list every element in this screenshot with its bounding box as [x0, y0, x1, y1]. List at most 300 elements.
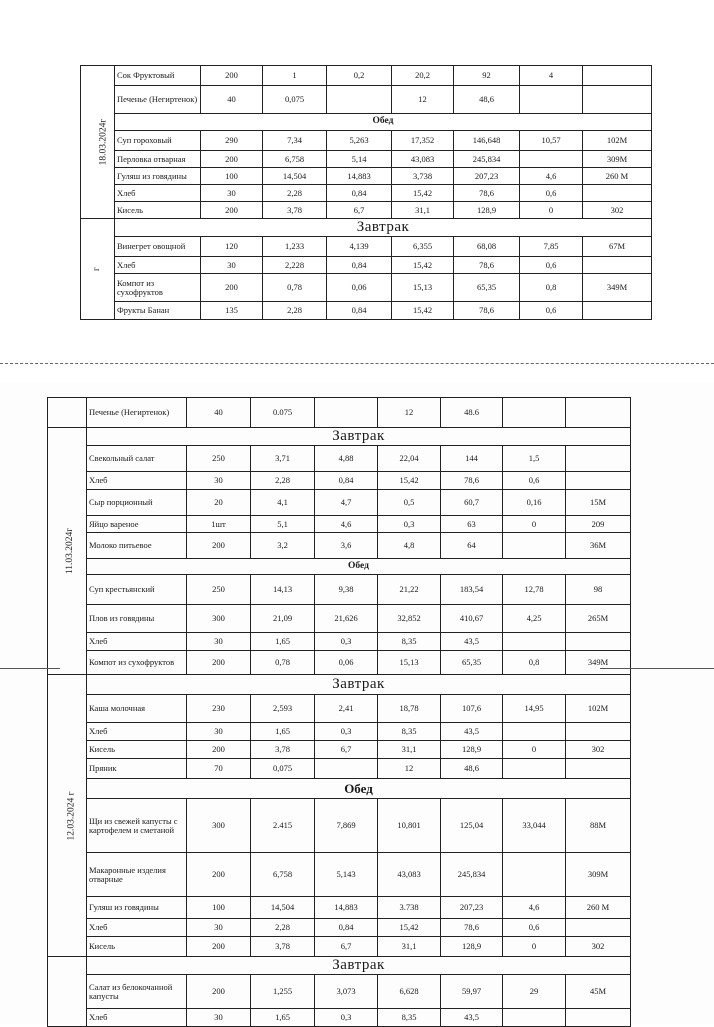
nutrition-value: 128,9	[441, 937, 503, 957]
nutrition-value: 100	[187, 897, 251, 919]
nutrition-value: 0,6	[503, 472, 566, 490]
dish-name: Компот из сухофруктов	[115, 274, 201, 302]
nutrition-value: 349М	[583, 274, 652, 302]
nutrition-value: 65,35	[454, 274, 520, 302]
nutrition-value: 2,28	[251, 919, 315, 937]
dish-name: Суп гороховый	[115, 131, 201, 151]
nutrition-value: 0,6	[520, 257, 583, 274]
nutrition-value: 67М	[583, 237, 652, 257]
table-row	[48, 575, 631, 605]
nutrition-value: 30	[187, 723, 251, 741]
date-text: 12.03.2024 г	[66, 790, 77, 841]
section-row	[48, 779, 631, 799]
nutrition-value: 100	[201, 168, 263, 185]
nutrition-value: 200	[201, 202, 263, 219]
nutrition-value: 0,5	[378, 490, 441, 516]
nutrition-value: 14,504	[251, 897, 315, 919]
nutrition-value: 200	[187, 853, 251, 897]
nutrition-value: 60,7	[441, 490, 503, 516]
table-row	[48, 723, 631, 741]
nutrition-value: 30	[187, 633, 251, 651]
nutrition-value: 21,22	[378, 575, 441, 605]
nutrition-value: 2,28	[263, 185, 327, 202]
nutrition-value: 30	[187, 1009, 251, 1027]
nutrition-value	[503, 633, 566, 651]
nutrition-value: 5,1	[251, 516, 315, 533]
nutrition-value: 0,6	[503, 919, 566, 937]
nutrition-value: 0,3	[315, 723, 378, 741]
nutrition-value: 0,8	[503, 651, 566, 675]
nutrition-value: 1	[263, 66, 327, 86]
nutrition-value	[503, 759, 566, 779]
nutrition-value: 48,6	[441, 759, 503, 779]
nutrition-value: 18,78	[378, 695, 441, 723]
meal-section-title: Обед	[87, 559, 631, 575]
nutrition-value: 43,083	[378, 853, 441, 897]
nutrition-value: 128,9	[441, 741, 503, 759]
nutrition-value: 0,84	[327, 302, 392, 320]
pen-mark	[0, 668, 60, 669]
nutrition-value: 0,84	[327, 257, 392, 274]
nutrition-value	[566, 723, 631, 741]
nutrition-value: 207,23	[454, 168, 520, 185]
page-separator	[0, 363, 714, 364]
nutrition-value: 14,883	[315, 897, 378, 919]
nutrition-value: 98	[566, 575, 631, 605]
nutrition-value	[503, 723, 566, 741]
table-row	[48, 695, 631, 723]
nutrition-value: 250	[187, 446, 251, 472]
nutrition-value: 78,6	[454, 185, 520, 202]
meal-section-title: Завтрак	[87, 957, 631, 975]
dish-name: Хлеб	[87, 472, 187, 490]
table-row	[48, 633, 631, 651]
nutrition-value: 0.075	[251, 398, 315, 428]
nutrition-value: 207,23	[441, 897, 503, 919]
nutrition-value: 68,08	[454, 237, 520, 257]
nutrition-value: 146,648	[454, 131, 520, 151]
section-row	[48, 428, 631, 446]
nutrition-value	[583, 185, 652, 202]
nutrition-value: 302	[583, 202, 652, 219]
nutrition-value: 6,7	[327, 202, 392, 219]
nutrition-value: 102М	[583, 131, 652, 151]
nutrition-value: 0,84	[315, 472, 378, 490]
table-row	[48, 533, 631, 559]
table-row	[48, 516, 631, 533]
nutrition-value: 36М	[566, 533, 631, 559]
nutrition-value: 48,6	[454, 86, 520, 114]
nutrition-value: 1,255	[251, 975, 315, 1009]
date-label	[81, 219, 115, 320]
nutrition-value: 0	[503, 937, 566, 957]
nutrition-value: 10,57	[520, 131, 583, 151]
dish-name: Винегрет овощной	[115, 237, 201, 257]
dish-name: Хлеб	[87, 919, 187, 937]
nutrition-value: 300	[187, 799, 251, 853]
nutrition-value: 120	[201, 237, 263, 257]
nutrition-value: 4	[520, 66, 583, 86]
nutrition-value: 2,28	[251, 472, 315, 490]
nutrition-value: 45М	[566, 975, 631, 1009]
nutrition-value: 14,95	[503, 695, 566, 723]
nutrition-value: 0,78	[263, 274, 327, 302]
table-row	[81, 131, 652, 151]
nutrition-value: 200	[201, 151, 263, 168]
nutrition-value: 200	[201, 66, 263, 86]
nutrition-value: 102М	[566, 695, 631, 723]
nutrition-value: 4,1	[251, 490, 315, 516]
nutrition-value: 0,075	[251, 759, 315, 779]
nutrition-value: 3,738	[392, 168, 454, 185]
nutrition-value: 0	[520, 202, 583, 219]
nutrition-value: 6,7	[315, 937, 378, 957]
nutrition-value: 40	[187, 398, 251, 428]
nutrition-value: 200	[187, 651, 251, 675]
nutrition-value: 6,758	[251, 853, 315, 897]
table-row	[81, 168, 652, 185]
nutrition-value: 21,626	[315, 605, 378, 633]
nutrition-value: 4,6	[503, 897, 566, 919]
table-row	[48, 975, 631, 1009]
nutrition-value: 2,593	[251, 695, 315, 723]
nutrition-value: 30	[187, 919, 251, 937]
nutrition-value: 260 М	[583, 168, 652, 185]
nutrition-value	[566, 759, 631, 779]
nutrition-value: 12	[378, 759, 441, 779]
nutrition-value: 15,42	[378, 472, 441, 490]
nutrition-value: 30	[187, 472, 251, 490]
date-label	[81, 66, 115, 219]
nutrition-value	[327, 86, 392, 114]
nutrition-value	[315, 398, 378, 428]
nutrition-value: 5,14	[327, 151, 392, 168]
nutrition-value: 8,35	[378, 1009, 441, 1027]
dish-name: Щи из свежей капусты с картофелем и сметаной	[87, 799, 187, 853]
nutrition-value: 78,6	[454, 257, 520, 274]
nutrition-value: 0,06	[327, 274, 392, 302]
table-row	[48, 897, 631, 919]
meal-section-title: Обед	[87, 779, 631, 799]
nutrition-value: 2.415	[251, 799, 315, 853]
nutrition-value: 43,083	[392, 151, 454, 168]
nutrition-value: 7,85	[520, 237, 583, 257]
table-row	[81, 151, 652, 168]
nutrition-value	[520, 86, 583, 114]
table-row	[48, 605, 631, 633]
nutrition-value: 309М	[566, 853, 631, 897]
nutrition-value: 349М	[566, 651, 631, 675]
section-row	[81, 219, 652, 237]
meal-section-title: Завтрак	[115, 219, 652, 237]
nutrition-value	[520, 151, 583, 168]
nutrition-value: 15,42	[392, 302, 454, 320]
nutrition-value: 2,28	[263, 302, 327, 320]
nutrition-value: 15,42	[378, 919, 441, 937]
dish-name: Сок Фруктовый	[115, 66, 201, 86]
nutrition-value	[583, 257, 652, 274]
date-label	[48, 675, 87, 957]
date-text: 11.03.2024г	[65, 527, 76, 575]
nutrition-value: 265М	[566, 605, 631, 633]
table-row	[81, 302, 652, 320]
nutrition-value: 12,78	[503, 575, 566, 605]
nutrition-value	[566, 919, 631, 937]
nutrition-value: 30	[201, 185, 263, 202]
menu-sheet-top	[0, 0, 714, 336]
table-row	[48, 398, 631, 428]
table-row	[81, 237, 652, 257]
nutrition-value: 20	[187, 490, 251, 516]
nutrition-value: 1,65	[251, 633, 315, 651]
nutrition-value: 200	[187, 937, 251, 957]
table-row	[48, 919, 631, 937]
nutrition-value: 410,67	[441, 605, 503, 633]
nutrition-value: 3,2	[251, 533, 315, 559]
dish-name: Хлеб	[87, 633, 187, 651]
meal-section-title: Завтрак	[87, 428, 631, 446]
dish-name: Кисель	[87, 937, 187, 957]
dish-name: Кисель	[87, 741, 187, 759]
nutrition-value: 8,35	[378, 723, 441, 741]
nutrition-value: 32,852	[378, 605, 441, 633]
menu-sheet-bottom	[0, 383, 714, 1024]
pen-mark	[600, 668, 714, 669]
dish-name: Свекольный салат	[87, 446, 187, 472]
date-text: 18.03.2024г	[98, 118, 109, 166]
nutrition-value: 0,3	[315, 1009, 378, 1027]
dish-name: Яйцо вареное	[87, 516, 187, 533]
nutrition-value: 31,1	[378, 937, 441, 957]
nutrition-value: 0,3	[378, 516, 441, 533]
nutrition-value: 1,5	[503, 446, 566, 472]
nutrition-value: 9,38	[315, 575, 378, 605]
nutrition-value: 0,3	[315, 633, 378, 651]
nutrition-value: 0,2	[327, 66, 392, 86]
nutrition-value: 183,54	[441, 575, 503, 605]
menu-table-top	[80, 65, 652, 320]
nutrition-value: 125,04	[441, 799, 503, 853]
nutrition-value: 4,6	[520, 168, 583, 185]
nutrition-value: 3,71	[251, 446, 315, 472]
nutrition-value: 14,883	[327, 168, 392, 185]
date-text: г	[91, 267, 102, 271]
nutrition-value: 209	[566, 516, 631, 533]
dish-name: Хлеб	[115, 257, 201, 274]
table-row	[48, 651, 631, 675]
nutrition-value: 6,758	[263, 151, 327, 168]
nutrition-value: 5,263	[327, 131, 392, 151]
dish-name: Макаронные изделия отварные	[87, 853, 187, 897]
table-row	[48, 446, 631, 472]
nutrition-value: 15,13	[392, 274, 454, 302]
table-row	[48, 741, 631, 759]
nutrition-value: 33,044	[503, 799, 566, 853]
menu-table-bottom	[47, 397, 631, 1027]
dish-name: Печенье (Негиртенок)	[115, 86, 201, 114]
dish-name: Молоко питьевое	[87, 533, 187, 559]
nutrition-value	[583, 86, 652, 114]
nutrition-value: 302	[566, 937, 631, 957]
nutrition-value: 4,8	[378, 533, 441, 559]
nutrition-value: 15М	[566, 490, 631, 516]
nutrition-value: 0,06	[315, 651, 378, 675]
dish-name: Фрукты Банан	[115, 302, 201, 320]
nutrition-value: 4,139	[327, 237, 392, 257]
table-row	[81, 185, 652, 202]
dish-name: Хлеб	[87, 1009, 187, 1027]
nutrition-value: 15,13	[378, 651, 441, 675]
nutrition-value: 6,628	[378, 975, 441, 1009]
table-row	[81, 202, 652, 219]
table-row	[81, 257, 652, 274]
nutrition-value: 10,801	[378, 799, 441, 853]
dish-name: Пряник	[87, 759, 187, 779]
nutrition-value: 48.6	[441, 398, 503, 428]
nutrition-value: 309М	[583, 151, 652, 168]
nutrition-value	[566, 633, 631, 651]
nutrition-value: 4,25	[503, 605, 566, 633]
nutrition-value: 3,78	[263, 202, 327, 219]
nutrition-value: 88М	[566, 799, 631, 853]
table-row	[48, 799, 631, 853]
nutrition-value: 8,35	[378, 633, 441, 651]
dish-name: Сыр порционный	[87, 490, 187, 516]
dish-name: Салат из белокочанной капусты	[87, 975, 187, 1009]
nutrition-value: 3.738	[378, 897, 441, 919]
table-row	[48, 937, 631, 957]
nutrition-value: 70	[187, 759, 251, 779]
nutrition-value: 0,6	[520, 302, 583, 320]
nutrition-value: 64	[441, 533, 503, 559]
table-row	[81, 86, 652, 114]
nutrition-value: 290	[201, 131, 263, 151]
nutrition-value: 6,7	[315, 741, 378, 759]
nutrition-value: 4,6	[315, 516, 378, 533]
nutrition-value	[566, 472, 631, 490]
section-row	[81, 114, 652, 131]
dish-name: Каша молочная	[87, 695, 187, 723]
meal-section-title: Обед	[115, 114, 652, 131]
date-label	[48, 428, 87, 675]
section-row	[48, 675, 631, 695]
nutrition-value: 0,16	[503, 490, 566, 516]
nutrition-value: 78,6	[441, 919, 503, 937]
nutrition-value: 12	[378, 398, 441, 428]
dish-name: Гуляш из говядины	[87, 897, 187, 919]
nutrition-value: 135	[201, 302, 263, 320]
nutrition-value: 3,6	[315, 533, 378, 559]
dish-name: Плов из говядины	[87, 605, 187, 633]
nutrition-value: 29	[503, 975, 566, 1009]
nutrition-value: 4,7	[315, 490, 378, 516]
nutrition-value: 144	[441, 446, 503, 472]
nutrition-value: 200	[187, 741, 251, 759]
nutrition-value	[566, 446, 631, 472]
nutrition-value: 78,6	[441, 472, 503, 490]
nutrition-value: 20,2	[392, 66, 454, 86]
nutrition-value: 0,84	[327, 185, 392, 202]
nutrition-value: 1,65	[251, 723, 315, 741]
nutrition-value: 7,34	[263, 131, 327, 151]
nutrition-value: 200	[187, 533, 251, 559]
nutrition-value: 30	[201, 257, 263, 274]
meal-section-title: Завтрак	[87, 675, 631, 695]
table-row	[81, 274, 652, 302]
nutrition-value: 200	[187, 975, 251, 1009]
table-row	[81, 66, 652, 86]
dish-name: Хлеб	[87, 723, 187, 741]
nutrition-value: 250	[187, 575, 251, 605]
nutrition-value: 245,834	[441, 853, 503, 897]
nutrition-value: 5,143	[315, 853, 378, 897]
nutrition-value: 59,97	[441, 975, 503, 1009]
nutrition-value: 63	[441, 516, 503, 533]
nutrition-value: 1шт	[187, 516, 251, 533]
nutrition-value: 92	[454, 66, 520, 86]
nutrition-value: 31,1	[392, 202, 454, 219]
table-row	[48, 490, 631, 516]
nutrition-value: 107,6	[441, 695, 503, 723]
nutrition-value: 0,78	[251, 651, 315, 675]
nutrition-value: 0,6	[520, 185, 583, 202]
nutrition-value: 3,78	[251, 741, 315, 759]
nutrition-value: 3,78	[251, 937, 315, 957]
nutrition-value: 43,5	[441, 1009, 503, 1027]
nutrition-value: 260 М	[566, 897, 631, 919]
nutrition-value: 65,35	[441, 651, 503, 675]
nutrition-value: 40	[201, 86, 263, 114]
nutrition-value: 2,41	[315, 695, 378, 723]
date-label	[48, 398, 87, 428]
nutrition-value: 0	[503, 741, 566, 759]
nutrition-value: 200	[201, 274, 263, 302]
nutrition-value	[583, 302, 652, 320]
nutrition-value: 1,233	[263, 237, 327, 257]
nutrition-value: 17,352	[392, 131, 454, 151]
dish-name: Суп крестьянский	[87, 575, 187, 605]
nutrition-value: 3,073	[315, 975, 378, 1009]
dish-name: Гуляш из говядины	[115, 168, 201, 185]
table-row	[48, 472, 631, 490]
nutrition-value: 0,84	[315, 919, 378, 937]
date-label	[48, 957, 87, 1027]
nutrition-value: 2,228	[263, 257, 327, 274]
nutrition-value: 300	[187, 605, 251, 633]
nutrition-value: 21,09	[251, 605, 315, 633]
nutrition-value: 14,504	[263, 168, 327, 185]
dish-name: Хлеб	[115, 185, 201, 202]
nutrition-value: 1,65	[251, 1009, 315, 1027]
nutrition-value: 14,13	[251, 575, 315, 605]
dish-name: Компот из сухофруктов	[87, 651, 187, 675]
nutrition-value: 0,075	[263, 86, 327, 114]
nutrition-value	[503, 533, 566, 559]
table-row	[48, 853, 631, 897]
dish-name: Кисель	[115, 202, 201, 219]
section-row	[48, 559, 631, 575]
nutrition-value	[503, 853, 566, 897]
nutrition-value: 78,6	[454, 302, 520, 320]
nutrition-value: 230	[187, 695, 251, 723]
nutrition-value: 31,1	[378, 741, 441, 759]
nutrition-value: 128,9	[454, 202, 520, 219]
nutrition-value: 6,355	[392, 237, 454, 257]
nutrition-value: 12	[392, 86, 454, 114]
nutrition-value: 43,5	[441, 633, 503, 651]
nutrition-value	[315, 759, 378, 779]
nutrition-value: 15,42	[392, 257, 454, 274]
